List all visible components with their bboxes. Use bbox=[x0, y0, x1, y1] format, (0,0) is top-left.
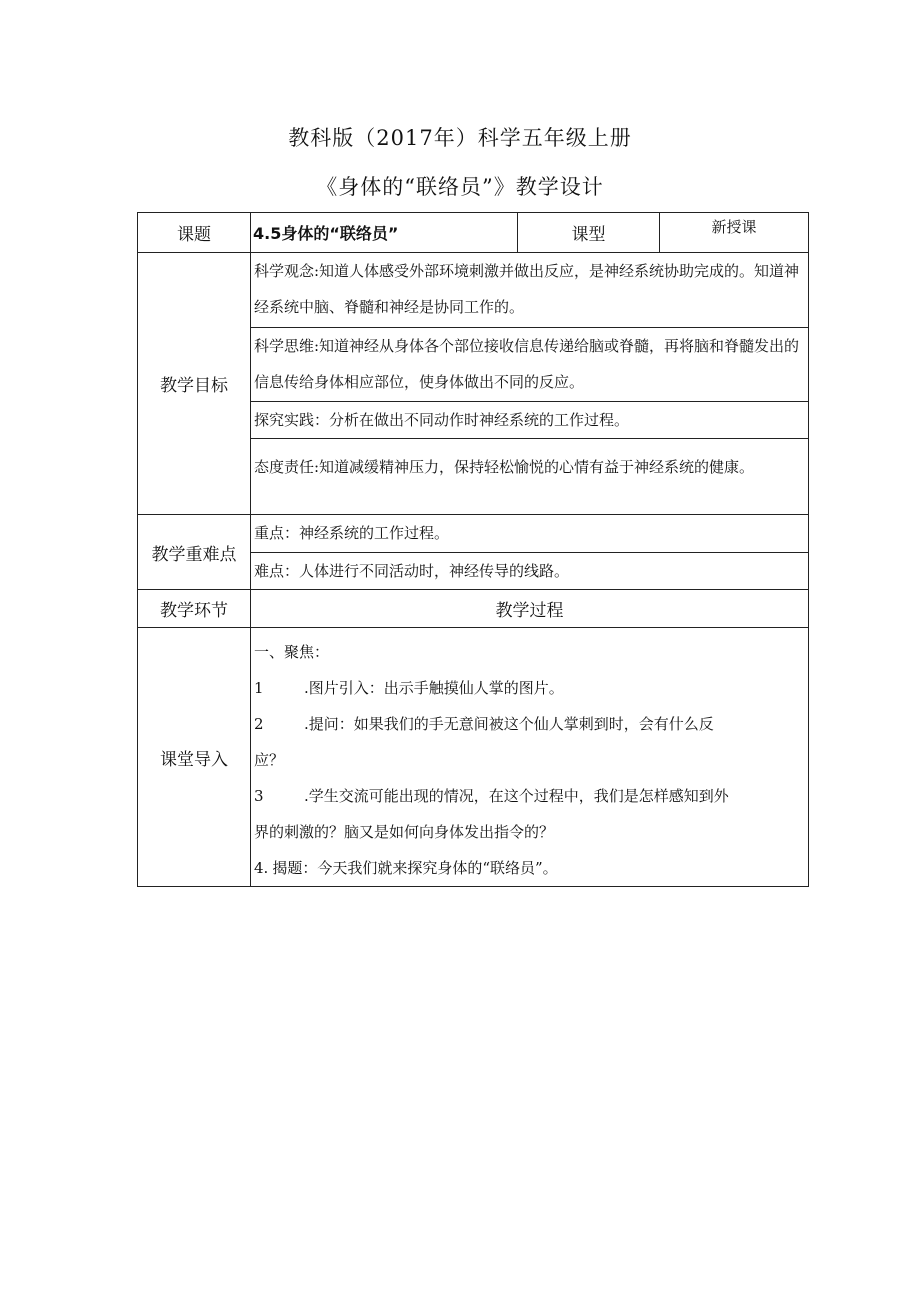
step-text: .提问：如果我们的手无意间被这个仙人掌刺到时，会有什么反 bbox=[304, 715, 714, 733]
objectives-row bbox=[138, 253, 809, 515]
intro-step bbox=[254, 814, 808, 850]
objective-item: 态度责任:知道减缓精神压力，保持轻松愉悦的心情有益于神经系统的健康。 bbox=[251, 438, 808, 514]
step-number: 1 bbox=[254, 679, 264, 697]
step-text: 应？ bbox=[254, 751, 285, 769]
step-text: 界的刺激的？脑又是如何向身体发出指令的？ bbox=[254, 823, 555, 841]
key-point-item: 重点：神经系统的工作过程。 bbox=[254, 524, 450, 542]
topic-value: 4.5身体的“联络员” bbox=[251, 213, 518, 253]
objectives-list bbox=[251, 253, 808, 514]
objective-item: 科学观念:知道人体感受外部环境刺激并做出反应，是神经系统协助完成的。知道神经系统中脑、脊髓和神经是协同工作的。 bbox=[254, 262, 800, 316]
step-text: .学生交流可能出现的情况，在这个过程中，我们是怎样感知到外 bbox=[304, 787, 729, 805]
step-number: 4. bbox=[254, 859, 269, 877]
topic-label: 课题 bbox=[138, 213, 251, 253]
intro-label: 课堂导入 bbox=[138, 628, 251, 887]
objectives-label: 教学目标 bbox=[138, 253, 251, 515]
intro-step bbox=[254, 742, 808, 778]
intro-step bbox=[254, 706, 808, 742]
lesson-type-label: 课型 bbox=[518, 213, 660, 253]
key-points-label: 教学重难点 bbox=[138, 515, 251, 590]
objective-item: 科学思维:知道神经从身体各个部位接收信息传递给脑或脊髓，再将脑和脊髓发出的信息传给身体相应部位，使身体做出不同的反应。 bbox=[251, 327, 808, 401]
lesson-plan-table bbox=[137, 212, 809, 887]
process-header-row bbox=[138, 590, 809, 628]
intro-step bbox=[254, 850, 808, 886]
step-text: 揭题：今天我们就来探究身体的“联络员”。 bbox=[272, 859, 558, 877]
objective-item: 探究实践：分析在做出不同动作时神经系统的工作过程。 bbox=[251, 401, 808, 438]
document-subtitle: 《身体的“联络员”》教学设计 bbox=[316, 175, 604, 199]
topic-row bbox=[138, 213, 809, 253]
document-title: 教科版（2017年）科学五年级上册 bbox=[288, 126, 632, 150]
key-points-row bbox=[138, 515, 809, 590]
lesson-type-value: 新授课 bbox=[660, 213, 809, 253]
step-number: 3 bbox=[254, 787, 264, 805]
step-number: 2 bbox=[254, 715, 264, 733]
process-stage-label: 教学环节 bbox=[138, 590, 251, 628]
process-header-value: 教学过程 bbox=[251, 590, 809, 628]
key-points-list bbox=[251, 515, 808, 589]
intro-row bbox=[138, 628, 809, 887]
step-text: .图片引入：出示手触摸仙人掌的图片。 bbox=[304, 679, 564, 697]
intro-step bbox=[254, 670, 808, 706]
key-point-item: 难点：人体进行不同活动时，神经传导的线路。 bbox=[251, 552, 808, 589]
intro-content bbox=[251, 628, 809, 887]
intro-step bbox=[254, 778, 808, 814]
intro-heading: 一、聚焦： bbox=[254, 643, 330, 661]
